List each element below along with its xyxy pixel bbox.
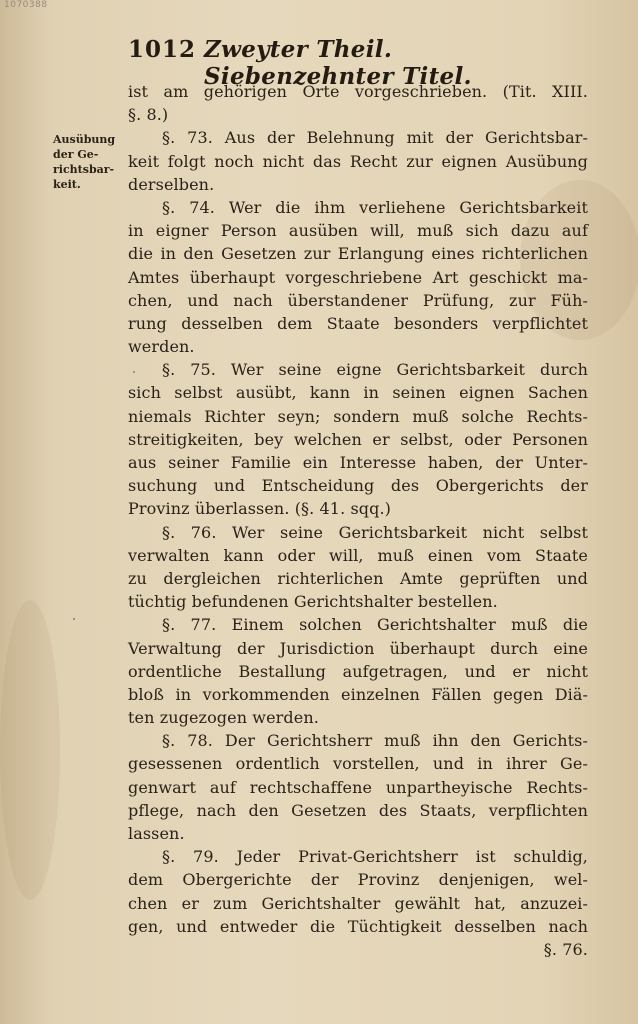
paragraph-78-start: §. 78. Der Gerichtsherr muß ihn den Gerichts- bbox=[162, 731, 588, 751]
margin-note-line: Ausübung bbox=[53, 133, 116, 146]
text-line: ten zugezogen werden. bbox=[128, 708, 319, 728]
text-line: bloß in vorkommenden einzelnen Fällen gegen Diä- bbox=[128, 684, 588, 704]
paper-stain bbox=[0, 600, 60, 900]
text-line: pflege, nach den Gesetzen des Staats, verpflichten bbox=[128, 800, 588, 820]
body-text bbox=[128, 80, 588, 961]
ink-speck bbox=[73, 618, 75, 620]
catchword-line: §. 76. bbox=[543, 939, 588, 959]
running-title: Zweyter Theil. Siebenzehnter Titel. bbox=[204, 36, 472, 90]
text-line: zu dergleichen richterlichen Amte geprüften und bbox=[128, 568, 588, 588]
text-line: die in den Gesetzen zur Erlangung eines richterlichen bbox=[128, 244, 588, 264]
text-line: derselben. bbox=[128, 174, 215, 194]
margin-note-line: keit. bbox=[53, 178, 81, 191]
text-line: Verwaltung der Jurisdiction überhaupt durch eine bbox=[128, 638, 588, 658]
text-line: werden. bbox=[128, 337, 195, 357]
text-line: in eigner Person ausüben will, muß sich dazu auf bbox=[128, 221, 588, 241]
catalog-stamp: 1070388 bbox=[4, 0, 48, 10]
text-line: lassen. bbox=[128, 824, 185, 843]
margin-note-line: der Ge- bbox=[53, 148, 99, 161]
text-line: Provinz überlassen. (§. 41. sqq.) bbox=[128, 499, 391, 519]
text-line: sich selbst ausübt, kann in seinen eignen Sachen bbox=[128, 383, 588, 403]
text-line: aus seiner Familie ein Interesse haben, der Unter- bbox=[128, 453, 588, 472]
text-line: ist am gehörigen Orte vorgeschrieben. (Tit. XIII. bbox=[128, 82, 588, 101]
paragraph-74-start: §. 74. Wer die ihm verliehene Gerichtsbarkeit bbox=[162, 197, 588, 217]
text-line: gesessenen ordentlich vorstellen, und in ihrer Ge- bbox=[128, 754, 588, 774]
paragraph-79-start: §. 79. Jeder Privat-Gerichtsherr ist schuldig, bbox=[162, 847, 588, 867]
text-line: suchung und Entscheidung des Obergerichts der bbox=[128, 476, 588, 496]
text-line: dem Obergerichte der Provinz denjenigen, wel- bbox=[128, 870, 588, 890]
text-line: keit folgt noch nicht das Recht zur eignen Ausübung bbox=[128, 151, 588, 171]
text-line: niemals Richter seyn; sondern muß solche Rechts- bbox=[128, 406, 588, 426]
page-number: 1012 bbox=[128, 36, 197, 63]
text-line: chen er zum Gerichtshalter gewählt hat, anzuzei- bbox=[128, 893, 588, 913]
page-header bbox=[128, 36, 588, 90]
paragraph-77-start: §. 77. Einem solchen Gerichtshalter muß die bbox=[162, 615, 588, 635]
ink-speck bbox=[133, 371, 135, 373]
text-line: ordentliche Bestallung aufgetragen, und er nicht bbox=[128, 661, 588, 681]
text-line: §. 8.) bbox=[128, 105, 169, 125]
text-line: verwalten kann oder will, muß einen vom Staate bbox=[128, 545, 588, 565]
text-line: tüchtig befundenen Gerichtshalter bestellen. bbox=[128, 592, 498, 612]
paragraph-76-start: §. 76. Wer seine Gerichtsbarkeit nicht selbst bbox=[162, 522, 588, 542]
text-line: genwart auf rechtschaffene unpartheyische Rechts- bbox=[128, 777, 588, 797]
text-line: streitigkeiten, bey welchen er selbst, oder Personen bbox=[128, 429, 588, 449]
margin-note-line: richtsbar- bbox=[53, 163, 115, 176]
paragraph-75-start: §. 75. Wer seine eigne Gerichtsbarkeit durch bbox=[162, 360, 588, 380]
text-line: Amtes überhaupt vorgeschriebene Art geschickt ma- bbox=[128, 267, 588, 287]
text-line: gen, und entweder die Tüchtigkeit desselben nach bbox=[128, 916, 588, 936]
text-line: chen, und nach überstandener Prüfung, zur Füh- bbox=[128, 290, 588, 310]
paragraph-73-start: §. 73. Aus der Belehnung mit der Gerichtsbar- bbox=[162, 128, 588, 148]
margin-note bbox=[53, 132, 125, 192]
text-line: rung desselben dem Staate besonders verpflichtet bbox=[128, 313, 588, 333]
